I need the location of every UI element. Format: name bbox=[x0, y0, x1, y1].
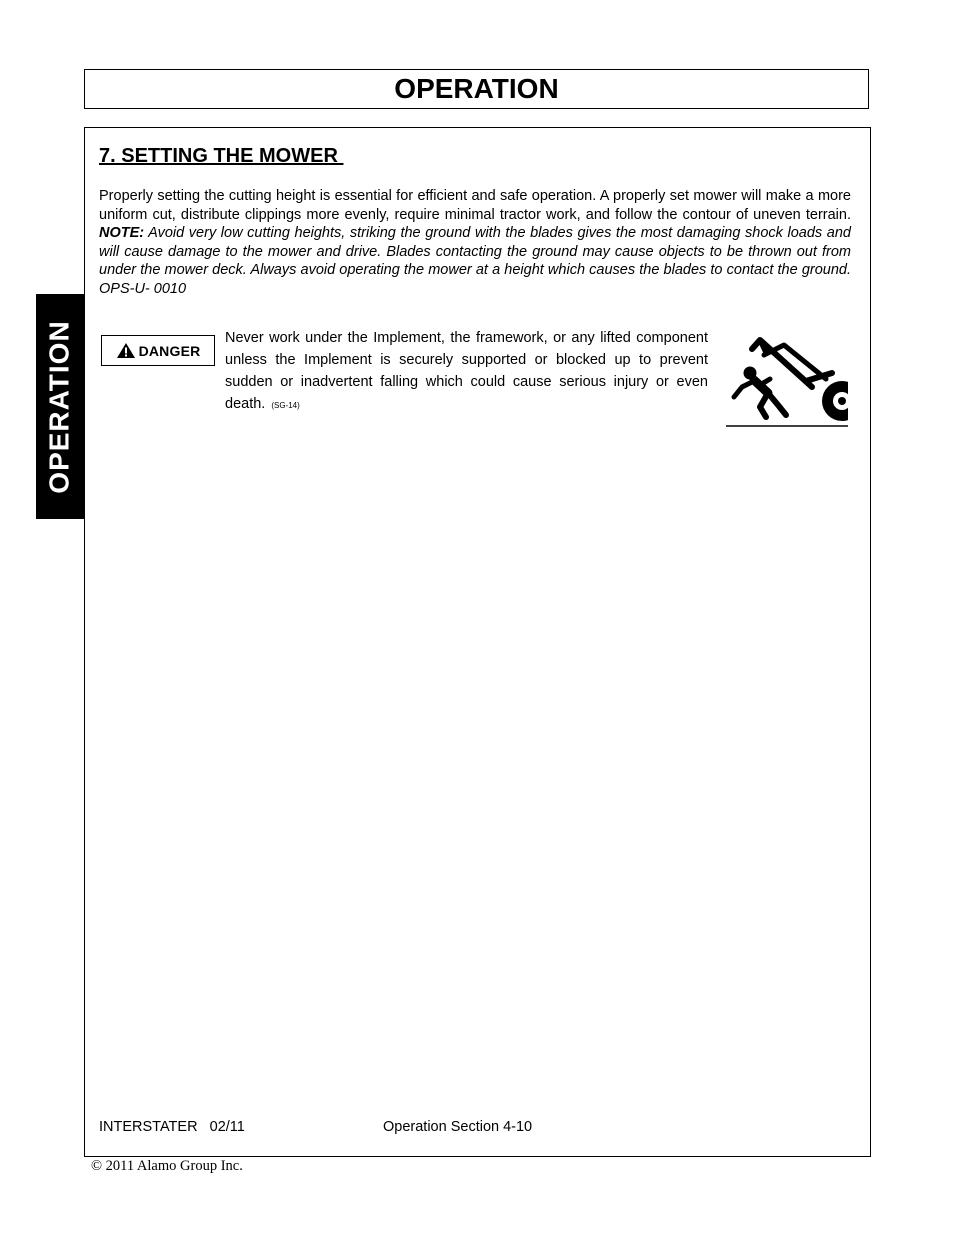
footer-model-date: INTERSTATER 02/11 bbox=[99, 1119, 245, 1135]
crush-hazard-pictogram bbox=[724, 335, 848, 429]
section-title: 7. SETTING THE MOWER bbox=[99, 145, 344, 167]
setting-paragraph bbox=[99, 187, 851, 299]
danger-label: DANGER bbox=[138, 342, 201, 359]
danger-text: Never work under the Implement, the framework, or any lifted component unless the Implement is securely supported or blocked up to prevent sudden or inadvertent falling which could cause serious injury or even death. bbox=[225, 330, 708, 412]
header-box bbox=[84, 69, 869, 109]
note-text: Avoid very low cutting heights, striking the ground with the blades gives the most damaging shock loads and will cause damage to the mower and drive. Blades contacting the ground may cause objects to be thrown out from under the mower deck. Always avoid operating the mower at a height which causes the blades to contact the ground. OPS-U- 0010 bbox=[99, 225, 851, 297]
copyright: © 2011 Alamo Group Inc. bbox=[91, 1158, 243, 1174]
page-header-title: OPERATION bbox=[394, 73, 559, 104]
reference-code: (SG-14) bbox=[271, 401, 300, 410]
note-label: NOTE: bbox=[99, 225, 145, 242]
footer-section: Operation Section 4-10 bbox=[383, 1119, 533, 1135]
danger-badge bbox=[101, 335, 215, 366]
warning-triangle-icon bbox=[116, 342, 136, 359]
side-tab bbox=[36, 294, 84, 519]
danger-message bbox=[225, 327, 708, 417]
side-tab-label: OPERATION bbox=[44, 319, 76, 494]
intro-text: Properly setting the cutting height is essential for efficient and safe operation. A properly set mower will make a more uniform cut, distribute clippings more evenly, require minimal tractor work, and follow the contour of uneven terrain. bbox=[99, 188, 851, 223]
note bbox=[99, 225, 851, 297]
